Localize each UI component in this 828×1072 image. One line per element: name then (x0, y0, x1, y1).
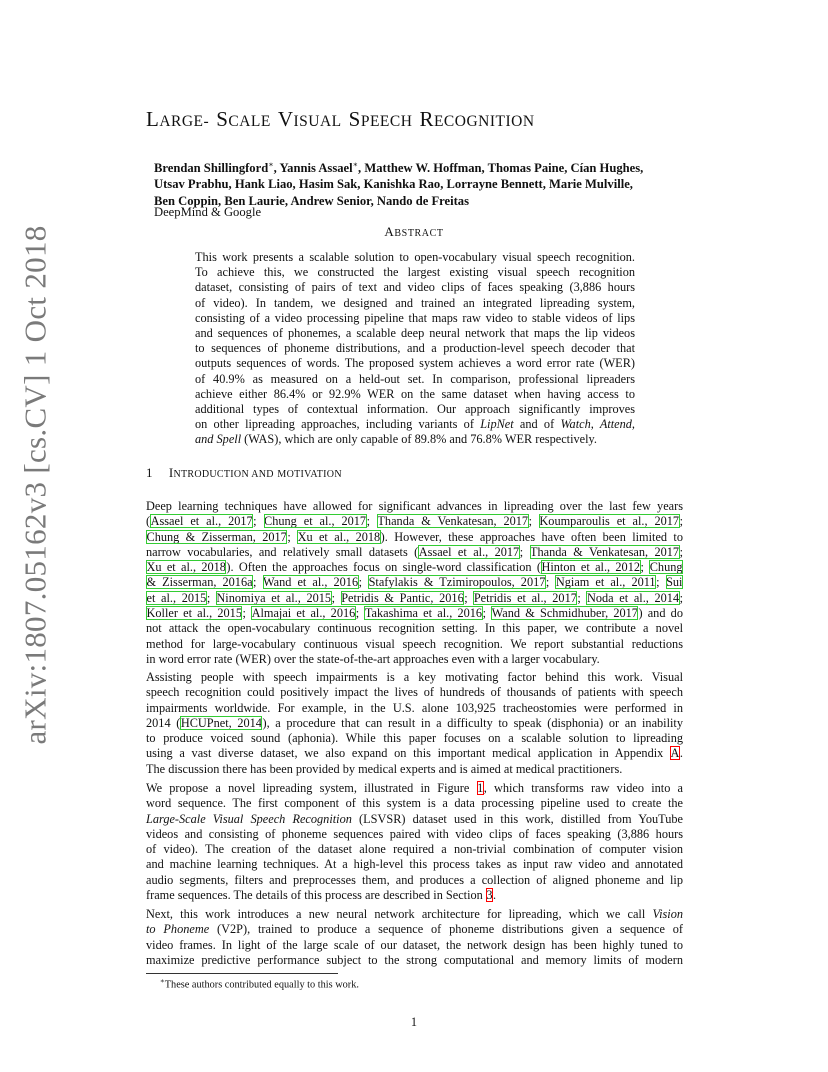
paragraph (146, 781, 683, 903)
text-line: not attack the open-vocabulary continuous recognition setting. In this paper, we contribute a novel (146, 621, 683, 636)
abstract-heading: ABSTRACT (384, 224, 444, 239)
title-word: VISUAL (277, 107, 342, 131)
text-line: Large-Scale Visual Speech Recognition (LSVSR) dataset used in this work, distilled from YouTube (146, 811, 684, 826)
text-line: word sequence. The first component of this system is a data processing pipeline used to create the (146, 796, 683, 811)
title-word: RECOGNITION (419, 107, 535, 131)
arxiv-id: arXiv:1807.05162v3 [cs.CV] 1 Oct 2018 (18, 225, 53, 745)
citation-link[interactable]: Noda et al., 2014 (586, 590, 680, 605)
text-line: narrow vocabularies, and relatively small datasets (Assael et al., 2017; Thanda & Venkatesan, 2017; (146, 544, 683, 559)
abstract-line: consisting of a video processing pipeline that maps raw video to stable videos of lips (195, 310, 635, 325)
citation-link[interactable]: Ninomiya et al., 2015 (216, 590, 332, 605)
citation-link[interactable]: Xu et al., 2018 (297, 529, 381, 544)
appendix-link[interactable]: A (670, 746, 680, 761)
abstract-line: outputs sequences of words. The proposed system achieves a word error rate (WER) (195, 356, 635, 371)
text-line: et al., 2015; Ninomiya et al., 2015; Petridis & Pantic, 2016; Petridis et al., 2017; Noda et al., 2014; (146, 590, 684, 605)
abstract-line: To achieve this, we constructed the largest existing visual speech recognition (195, 265, 635, 280)
citation-link[interactable]: Thanda & Venkatesan, 2017 (530, 544, 680, 559)
abstract-body (195, 250, 635, 448)
abstract-line: to sequences of phoneme distributions, and a production-level speech decoder that (195, 341, 635, 356)
abstract-line: This work presents a scalable solution to open-vocabulary visual speech recognition. (195, 250, 635, 264)
citation-link[interactable]: Ngiam et al., 2011 (555, 575, 656, 590)
text-line: and machine learning techniques. At a high-level this process takes as input raw video and annotated (146, 857, 683, 872)
citation-link[interactable]: Takashima et al., 2016 (364, 606, 483, 621)
footnote: ∗These authors contributed equally to this work. (160, 977, 359, 991)
section-heading: 1 INTRODUCTION AND MOTIVATION (146, 465, 342, 480)
text-line: (Assael et al., 2017; Chung et al., 2017; Thanda & Venkatesan, 2017; Koumparoulis et al., 2017; (146, 514, 683, 529)
citation-link[interactable]: Hinton et al., 2012 (541, 560, 640, 575)
text-line: to Phoneme (V2P), trained to produce a sequence of phoneme distributions given a sequence of (146, 922, 683, 937)
citation-link[interactable]: Wand et al., 2016 (263, 575, 359, 590)
section-link[interactable]: 3 (486, 888, 493, 903)
abstract-line: and sequences of phonemes, a scalable deep neural network that maps the lip videos (195, 326, 635, 341)
paragraph (146, 907, 683, 968)
text-line: The discussion there has been provided by medical experts and is aimed at medical practitioners. (146, 761, 623, 776)
citation-link[interactable]: Almajai et al., 2016 (251, 606, 356, 621)
figure-link[interactable]: 1 (477, 781, 484, 795)
author-line: Utsav Prabhu, Hank Liao, Hasim Sak, Kanishka Rao, Lorrayne Bennett, Marie Mulville, (154, 177, 633, 192)
citation-link[interactable]: Thanda & Venkatesan, 2017 (377, 514, 529, 529)
text-line: Next, this work introduces a new neural network architecture for lipreading, which we call Vision (146, 907, 683, 921)
text-line: Chung & Zisserman, 2017; Xu et al., 2018). However, these approaches have often been limited to (146, 529, 683, 544)
text-line: impairments worldwide. For example, in the U.S. alone 103,925 tracheostomies were performed in (146, 700, 683, 715)
text-line: to produce voiced sound (aphonia). While this paper focuses on a scalable solution to lipreading (146, 731, 683, 746)
text-line: Deep learning techniques have allowed for significant advances in lipreading over the last few years (146, 499, 683, 513)
title-word: LARGE- (146, 107, 210, 131)
citation-link[interactable]: & Zisserman, 2016a (146, 575, 253, 590)
citation-link[interactable]: Koumparoulis et al., 2017 (539, 514, 680, 529)
section-number: 1 (146, 465, 153, 480)
abstract-line: achieve either 86.4% or 92.9% WER on the same dataset when having access to (195, 386, 635, 401)
text-line: in word error rate (WER) over the state-of-the-art approaches even with a larger vocabulary. (146, 651, 600, 666)
citation-link[interactable]: Chung & Zisserman, 2017 (146, 529, 287, 544)
title-word: SPEECH (348, 107, 413, 131)
citation-link[interactable]: Sui (666, 575, 683, 590)
text-line: video frames. In light of the large scale of our dataset, the network design has been highly tuned to (146, 937, 683, 952)
author-line: Brendan Shillingford∗, Yannis Assael∗, Matthew W. Hoffman, Thomas Paine, Cían Hughes, (154, 160, 644, 176)
text-line: speech recognition could positively impact the lives of hundreds of thousands of patients with speech (146, 685, 683, 700)
citation-link[interactable]: Koller et al., 2015 (146, 606, 242, 621)
paper-title (146, 107, 542, 132)
text-line: Assisting people with speech impairments is a key motivating factor behind this work. Visual (146, 670, 683, 684)
abstract-line: additional types of contextual information. Our approach significantly improves (195, 402, 635, 417)
citation-link[interactable]: Assael et al., 2017 (418, 544, 520, 559)
citation-link[interactable]: Petridis & Pantic, 2016 (341, 590, 464, 605)
text-line: maximize predictive performance subject to the strong computational and memory limits of modern (146, 952, 683, 967)
abstract-line: of 40.9% as measured on a held-out set. In comparison, professional lipreaders (195, 371, 635, 386)
text-line: We propose a novel lipreading system, illustrated in Figure 1, which transforms raw video into a (146, 781, 683, 795)
citation-link[interactable]: HCUPnet, 2014 (180, 715, 262, 730)
abstract-line: of video). In tandem, we designed and trained an integrated lipreading system, (195, 295, 635, 310)
paragraph (146, 670, 683, 777)
text-line: audio segments, filters and preprocesses them, and produces a collection of aligned phoneme and lip (146, 872, 683, 887)
citation-link[interactable]: Stafylakis & Tzimiropoulos, 2017 (368, 575, 546, 590)
text-line: using a vast diverse dataset, we also expand on this important medical application in Appendix A. (146, 746, 683, 761)
title-word: SCALE (216, 107, 271, 131)
citation-link[interactable]: et al., 2015 (146, 590, 207, 605)
citation-link[interactable]: Chung et al., 2017 (264, 514, 367, 529)
text-line: frame sequences. The details of this process are described in Section 3. (146, 888, 497, 903)
text-line: method for large-vocabulary continuous visual speech recognition. We report substantial reductions (146, 636, 683, 651)
citation-link[interactable]: Wand & Schmidhuber, 2017 (491, 606, 638, 621)
text-line: of video). The creation of the dataset alone required a non-trivial combination of computer vision (146, 842, 683, 857)
footnote-rule (146, 973, 338, 974)
abstract-line: and Spell (WAS), which are only capable of 89.8% and 76.8% WER respectively. (195, 432, 597, 447)
author-list (154, 157, 694, 209)
citation-link[interactable]: Petridis et al., 2017 (473, 590, 577, 605)
abstract-line: on other lipreading approaches, including variants of LipNet and of Watch, Attend, (195, 417, 636, 432)
paragraph (146, 499, 683, 667)
citation-link[interactable]: Xu et al., 2018 (146, 560, 226, 575)
arxiv-stamp (10, 205, 62, 765)
text-line: & Zisserman, 2016a; Wand et al., 2016; Stafylakis & Tzimiropoulos, 2017; Ngiam et al., 2011; Sui (146, 575, 683, 590)
author-line: Ben Coppin, Ben Laurie, Andrew Senior, Nando de Freitas (154, 193, 470, 208)
citation-link[interactable]: Chung (649, 560, 683, 575)
page-number: 1 (410, 1015, 418, 1029)
text-line: Xu et al., 2018). Often the approaches focus on single-word classification (Hinton et al., 2012; Chung (146, 560, 683, 575)
text-line: videos and consisting of phoneme sequences paired with video clips of faces speaking (3,886 hours (146, 826, 683, 841)
abstract-line: dataset, consisting of pairs of text and video clips of faces speaking (3,886 hours (195, 280, 635, 295)
citation-link[interactable]: Assael et al., 2017 (150, 514, 253, 529)
text-line: 2014 (HCUPnet, 2014), a procedure that can result in a difficulty to speak (disphonia) or an inability (146, 715, 683, 730)
affiliation: DeepMind & Google (154, 205, 262, 219)
text-line: Koller et al., 2015; Almajai et al., 2016; Takashima et al., 2016; Wand & Schmidhuber, 2017) and do (146, 606, 683, 621)
